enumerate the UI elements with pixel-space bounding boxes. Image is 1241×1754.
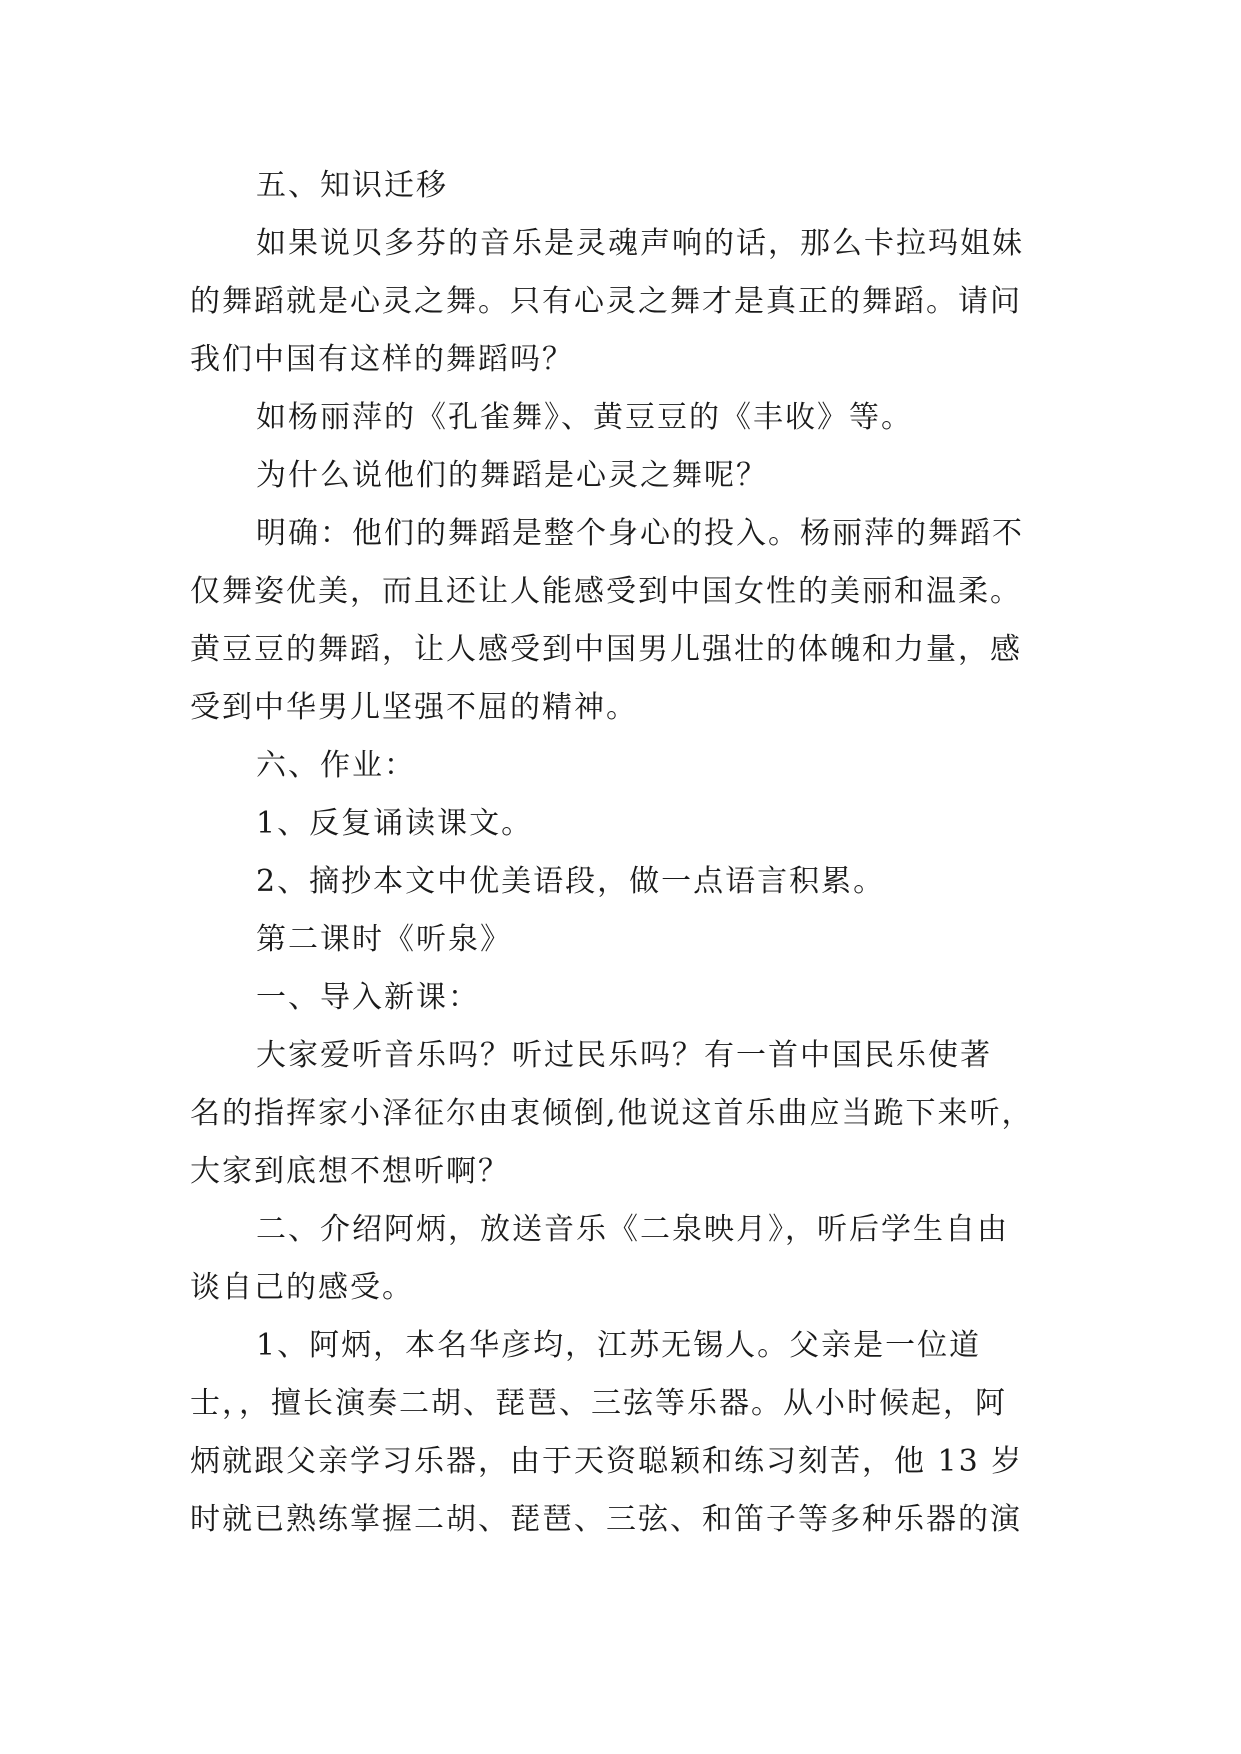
paragraph-line: 大家到底想不想听啊？: [190, 1154, 510, 1189]
paragraph-line: 仅舞姿优美，而且还让人能感受到中国女性的美丽和温柔。: [190, 574, 1022, 609]
paragraph-line: 时就已熟练掌握二胡、琵琶、三弦、和笛子等多种乐器的演: [190, 1502, 1022, 1537]
paragraph-line: 名的指挥家小泽征尔由衷倾倒,他说这首乐曲应当跪下来听，: [190, 1096, 1034, 1131]
paragraph-line: 二、介绍阿炳，放送音乐《二泉映月》，听后学生自由: [256, 1212, 1009, 1247]
paragraph-line: 如果说贝多芬的音乐是灵魂声响的话，那么卡拉玛姐妹: [256, 226, 1024, 261]
paragraph-line: 如杨丽萍的《孔雀舞》、黄豆豆的《丰收》等。: [256, 400, 913, 435]
paragraph-line: 1、阿炳，本名华彦均，江苏无锡人。父亲是一位道: [256, 1328, 982, 1363]
paragraph-line: 大家爱听音乐吗？听过民乐吗？有一首中国民乐使著: [256, 1038, 992, 1073]
section-heading: 六、作业：: [256, 748, 416, 783]
paragraph-line: 的舞蹈就是心灵之舞。只有心灵之舞才是真正的舞蹈。请问: [190, 284, 1022, 319]
section-heading: 一、导入新课：: [256, 980, 480, 1015]
list-item: 2、摘抄本文中优美语段，做一点语言积累。: [256, 864, 886, 899]
paragraph-line: 为什么说他们的舞蹈是心灵之舞呢？: [256, 458, 768, 493]
paragraph-line: 炳就跟父亲学习乐器，由于天资聪颖和练习刻苦，他 13 岁: [190, 1444, 1024, 1479]
paragraph-line: 明确：他们的舞蹈是整个身心的投入。杨丽萍的舞蹈不: [256, 516, 1024, 551]
section-heading: 第二课时《听泉》: [256, 922, 512, 957]
section-heading: 五、知识迁移: [256, 168, 448, 203]
paragraph-line: 士，，擅长演奏二胡、琵琶、三弦等乐器。从小时候起，阿: [190, 1386, 1007, 1421]
list-item: 1、反复诵读课文。: [256, 806, 534, 841]
paragraph-line: 黄豆豆的舞蹈，让人感受到中国男儿强壮的体魄和力量，感: [190, 632, 1022, 667]
paragraph-line: 我们中国有这样的舞蹈吗？: [190, 342, 574, 377]
paragraph-line: 谈自己的感受。: [190, 1270, 414, 1305]
paragraph-line: 受到中华男儿坚强不屈的精神。: [190, 690, 638, 725]
